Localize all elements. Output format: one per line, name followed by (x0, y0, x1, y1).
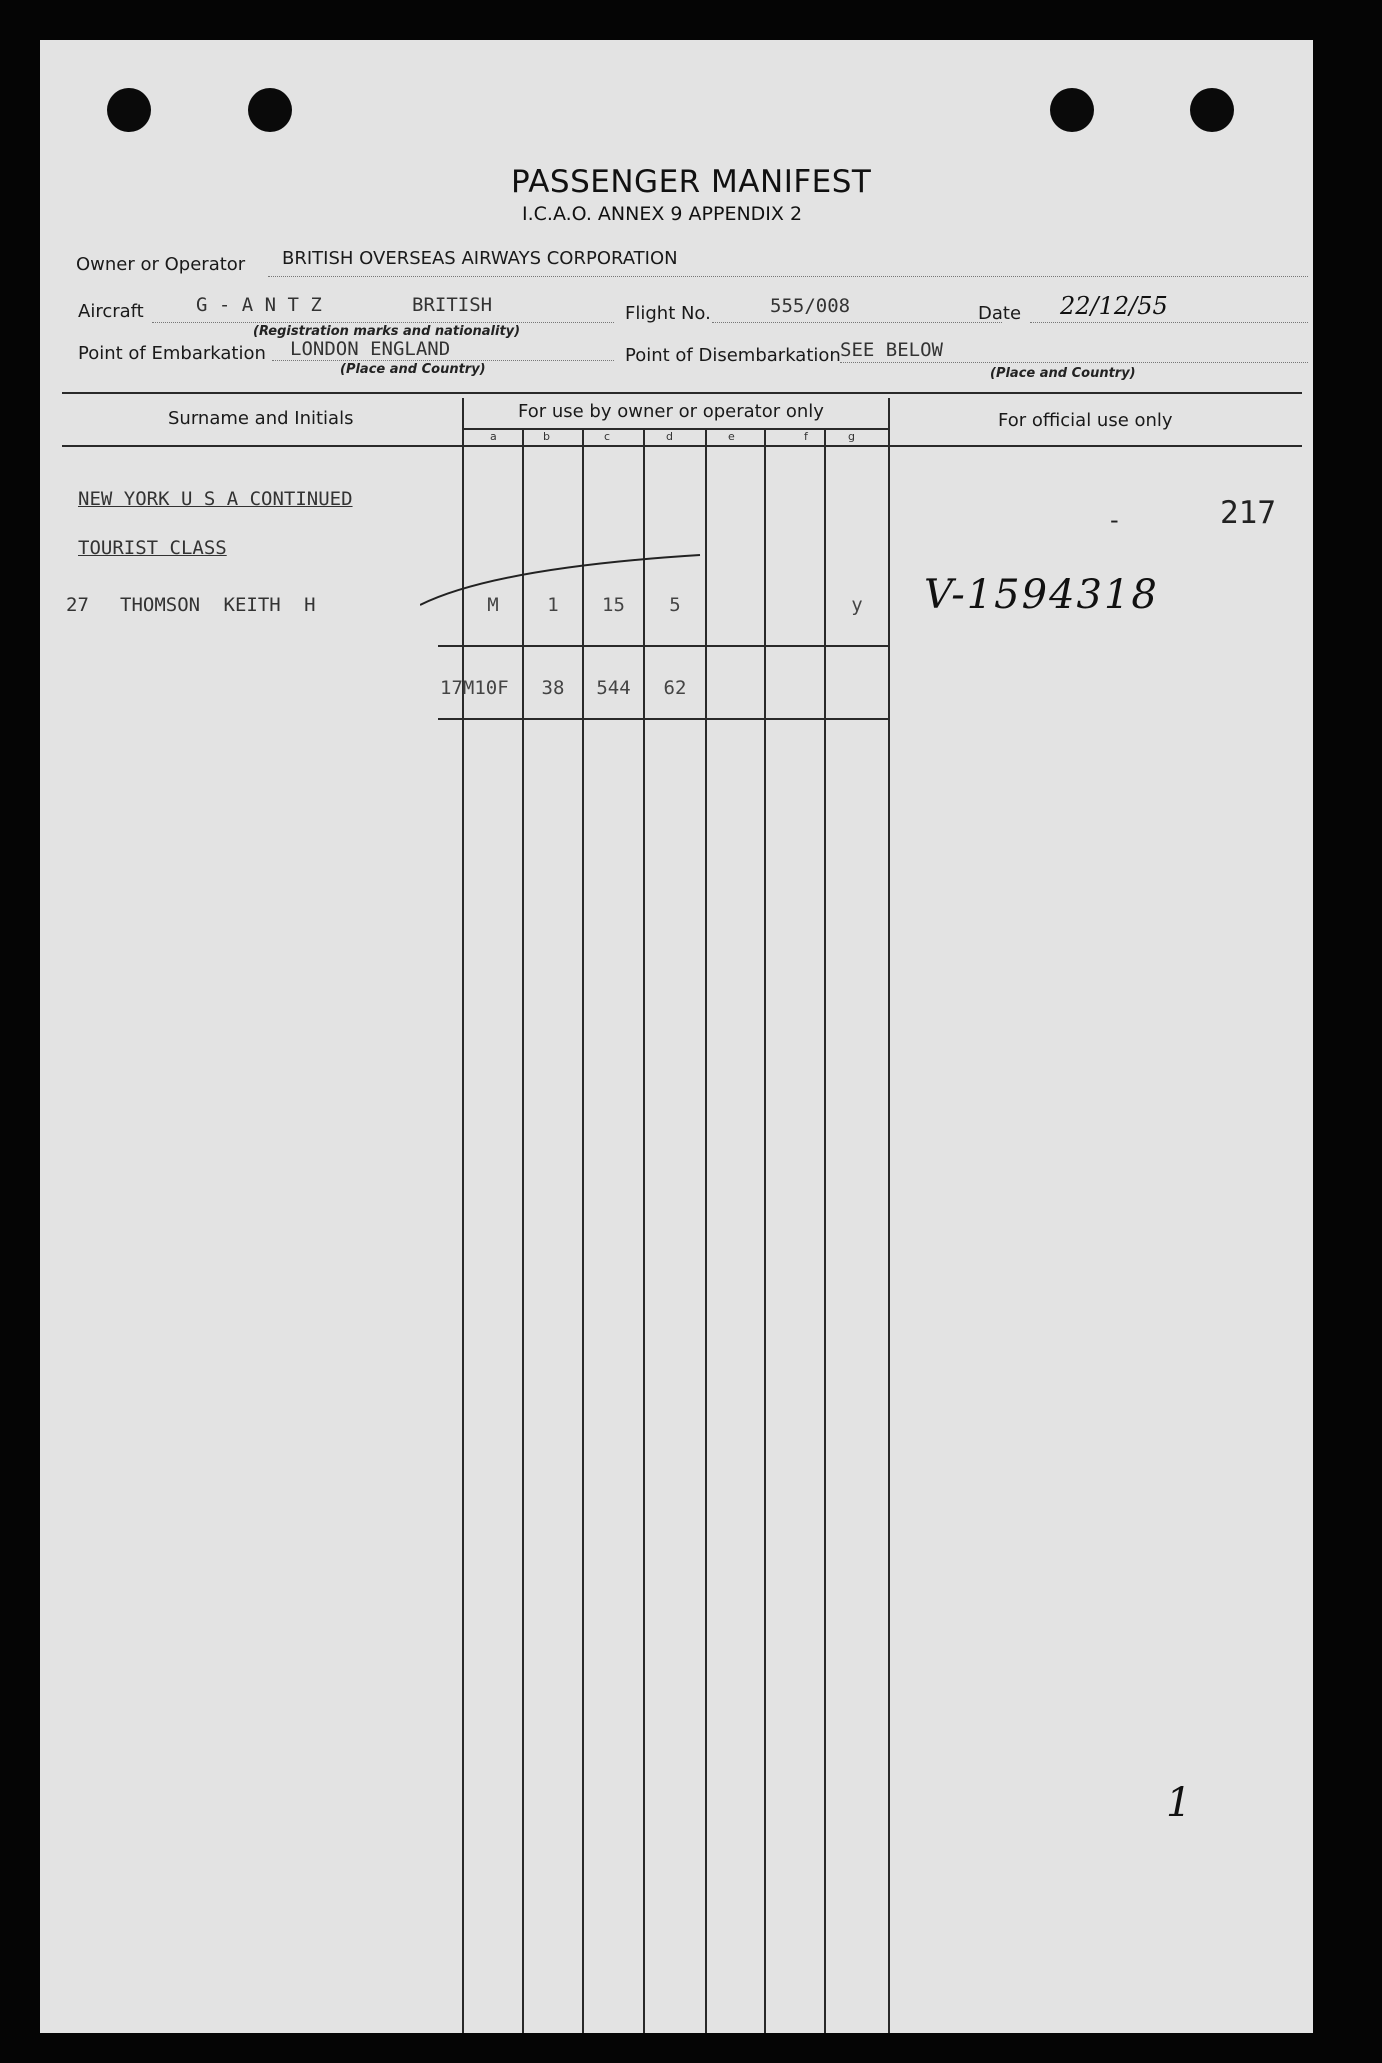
owner-label: Owner or Operator (76, 254, 246, 275)
totals-col-b: 38 (541, 677, 565, 699)
disembarkation-note: (Place and Country) (990, 366, 1136, 381)
aircraft-note: (Registration marks and nationality) (253, 324, 521, 339)
col-rule-e-f (764, 430, 766, 2033)
official-dash: - (1110, 506, 1119, 534)
col-rule-b-c (582, 430, 584, 2033)
date-value: 22/12/55 (1060, 292, 1168, 320)
flight-label: Flight No. (625, 303, 711, 324)
footer-mark: 1 (1166, 1780, 1192, 1826)
passenger-col-c: 15 (602, 594, 625, 616)
col-rule-a-b (522, 430, 524, 2033)
passenger-col-d: 5 (669, 594, 681, 616)
owner-dotted-line (268, 276, 1308, 277)
col-rule-g-official (888, 398, 890, 2033)
disembarkation-label: Point of Disembarkation (625, 345, 841, 366)
date-label: Date (978, 303, 1022, 324)
punch-hole (248, 88, 292, 132)
destination-heading: NEW YORK U S A CONTINUED (78, 488, 353, 510)
disembarkation-dotted-line (840, 362, 1308, 363)
sub-col-b: b (543, 430, 550, 443)
passenger-number: 27 (66, 594, 89, 616)
date-dotted-line (1030, 322, 1308, 323)
sub-col-e: e (728, 430, 735, 443)
totals-col-c: 544 (596, 677, 631, 699)
embarkation-label: Point of Embarkation (78, 343, 266, 364)
owner-value: BRITISH OVERSEAS AIRWAYS CORPORATION (282, 248, 678, 269)
document-subtitle: I.C.A.O. ANNEX 9 APPENDIX 2 (522, 203, 803, 225)
disembarkation-value: SEE BELOW (840, 339, 943, 361)
column-header-surname: Surname and Initials (168, 408, 354, 429)
manifest-page (40, 40, 1313, 2033)
document-title: PASSENGER MANIFEST (511, 164, 872, 200)
passenger-name: THOMSON KEITH H (120, 594, 316, 616)
sub-col-f: f (804, 430, 808, 443)
sub-col-a: a (490, 430, 497, 443)
aircraft-nationality: BRITISH (412, 294, 493, 316)
sub-col-g: g (848, 430, 855, 443)
col-rule-c-d (643, 430, 645, 2033)
official-visa-number: V-1594318 (924, 572, 1159, 618)
punch-hole (1190, 88, 1234, 132)
table-header-bottom-rule (62, 445, 1302, 447)
class-heading: TOURIST CLASS (78, 537, 227, 559)
aircraft-dotted-line (152, 322, 614, 323)
col-rule-f-g (824, 430, 826, 2033)
passenger-col-g: y (851, 594, 863, 616)
page-total: 217 (1220, 495, 1276, 531)
col-rule-d-e (705, 430, 707, 2033)
flight-value: 555/008 (770, 295, 851, 317)
punch-hole (107, 88, 151, 132)
sub-col-c: c (604, 430, 611, 443)
col-rule-name-a (462, 398, 464, 2033)
totals-bottom-rule (438, 718, 890, 720)
totals-col-a: 17M10F (440, 677, 509, 699)
table-top-rule (62, 392, 1302, 394)
punch-hole (1050, 88, 1094, 132)
flight-dotted-line (712, 322, 1002, 323)
embarkation-value: LONDON ENGLAND (290, 338, 451, 360)
passenger-col-a: M (487, 594, 499, 616)
aircraft-registration: G - A N T Z (196, 294, 322, 316)
passenger-col-b: 1 (547, 594, 559, 616)
aircraft-label: Aircraft (78, 301, 144, 322)
column-header-official-use: For official use only (998, 410, 1173, 431)
embarkation-note: (Place and Country) (340, 362, 486, 377)
totals-top-rule (438, 645, 890, 647)
sub-col-d: d (666, 430, 673, 443)
column-header-owner-use: For use by owner or operator only (518, 401, 824, 422)
embarkation-dotted-line (272, 360, 614, 361)
totals-col-d: 62 (663, 677, 687, 699)
